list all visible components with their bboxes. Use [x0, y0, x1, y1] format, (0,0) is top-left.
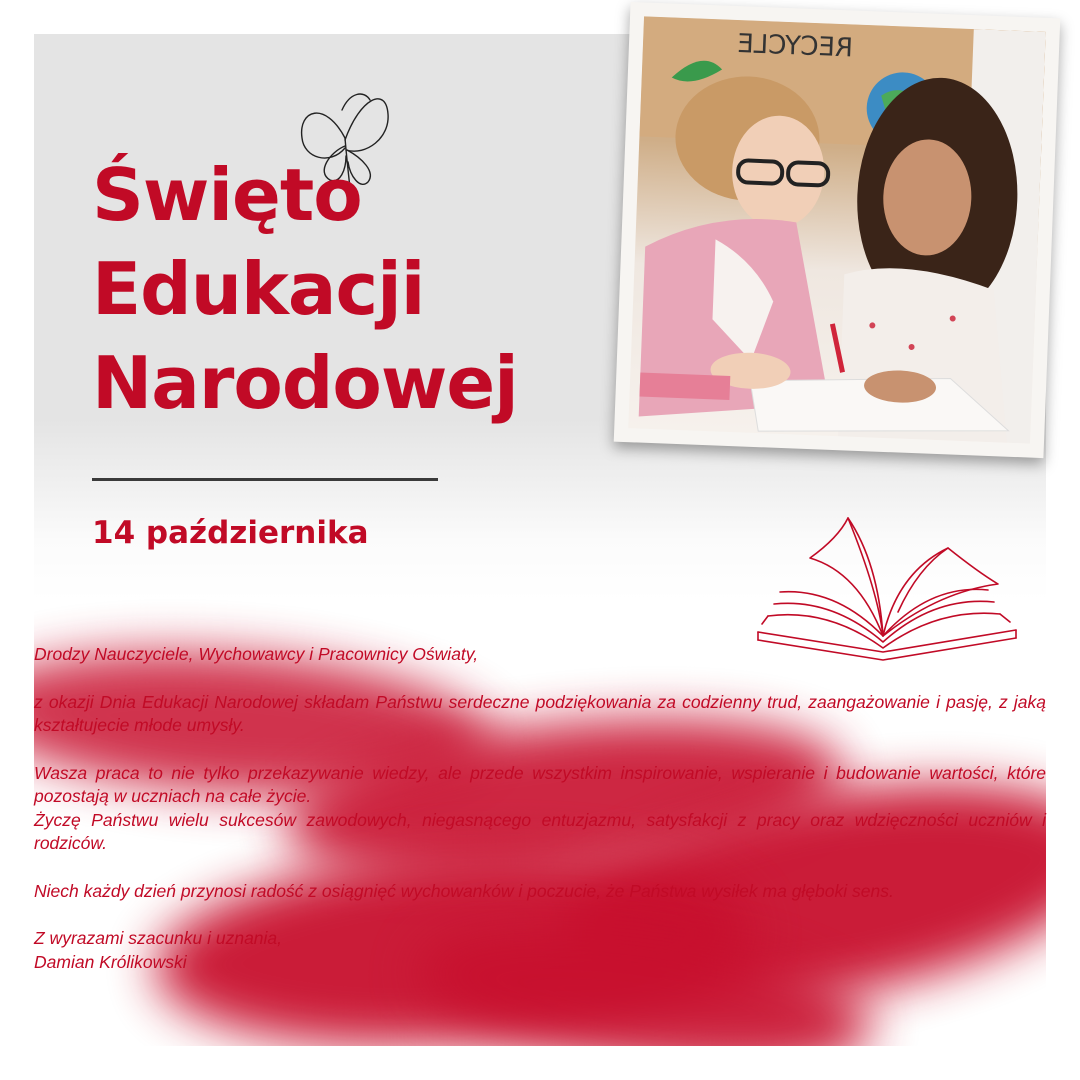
title-line: Święto — [92, 153, 362, 237]
letter-salutation: Drodzy Nauczyciele, Wychowawcy i Pracownicy Oświaty, — [34, 644, 479, 664]
board-text: RECYCLE — [736, 29, 854, 64]
letter-paragraph: z okazji Dnia Edukacji Narodowej składam Państwu serdeczne podziękowania za codzienny trud, zaangażowanie i pasję, z jaką kształtujecie młode umysły. — [34, 691, 1046, 735]
letter-paragraph: Niech każdy dzień przynosi radość z osiągnięć wychowanków i poczucie, że Państwa wysiłek ma głęboki sens. — [34, 880, 894, 901]
page-title — [92, 148, 518, 430]
date-subtitle: 14 października — [92, 515, 369, 551]
letter-paragraph: Życzę Państwu wielu sukcesów zawodowych, niegasnącego entuzjazmu, satysfakcji z pracy oraz wdzięczności uczniów i rodziców. — [34, 809, 1046, 853]
teacher-student-photo — [628, 16, 1046, 443]
photo-frame — [614, 2, 1061, 458]
title-line: Edukacji — [92, 247, 425, 331]
divider-line — [92, 478, 438, 481]
title-line: Narodowej — [92, 341, 518, 425]
letter-paragraph: Wasza praca to nie tylko przekazywanie wiedzy, ale przede wszystkim inspirowanie, wspieranie i budowanie wartości, które pozostają w uczniach na całe życie. — [34, 762, 1046, 806]
letter-body — [34, 643, 1046, 974]
open-book-icon — [748, 512, 1028, 664]
letter-closing: Z wyrazami szacunku i uznania, — [34, 928, 283, 948]
letter-signature: Damian Królikowski — [34, 951, 187, 972]
